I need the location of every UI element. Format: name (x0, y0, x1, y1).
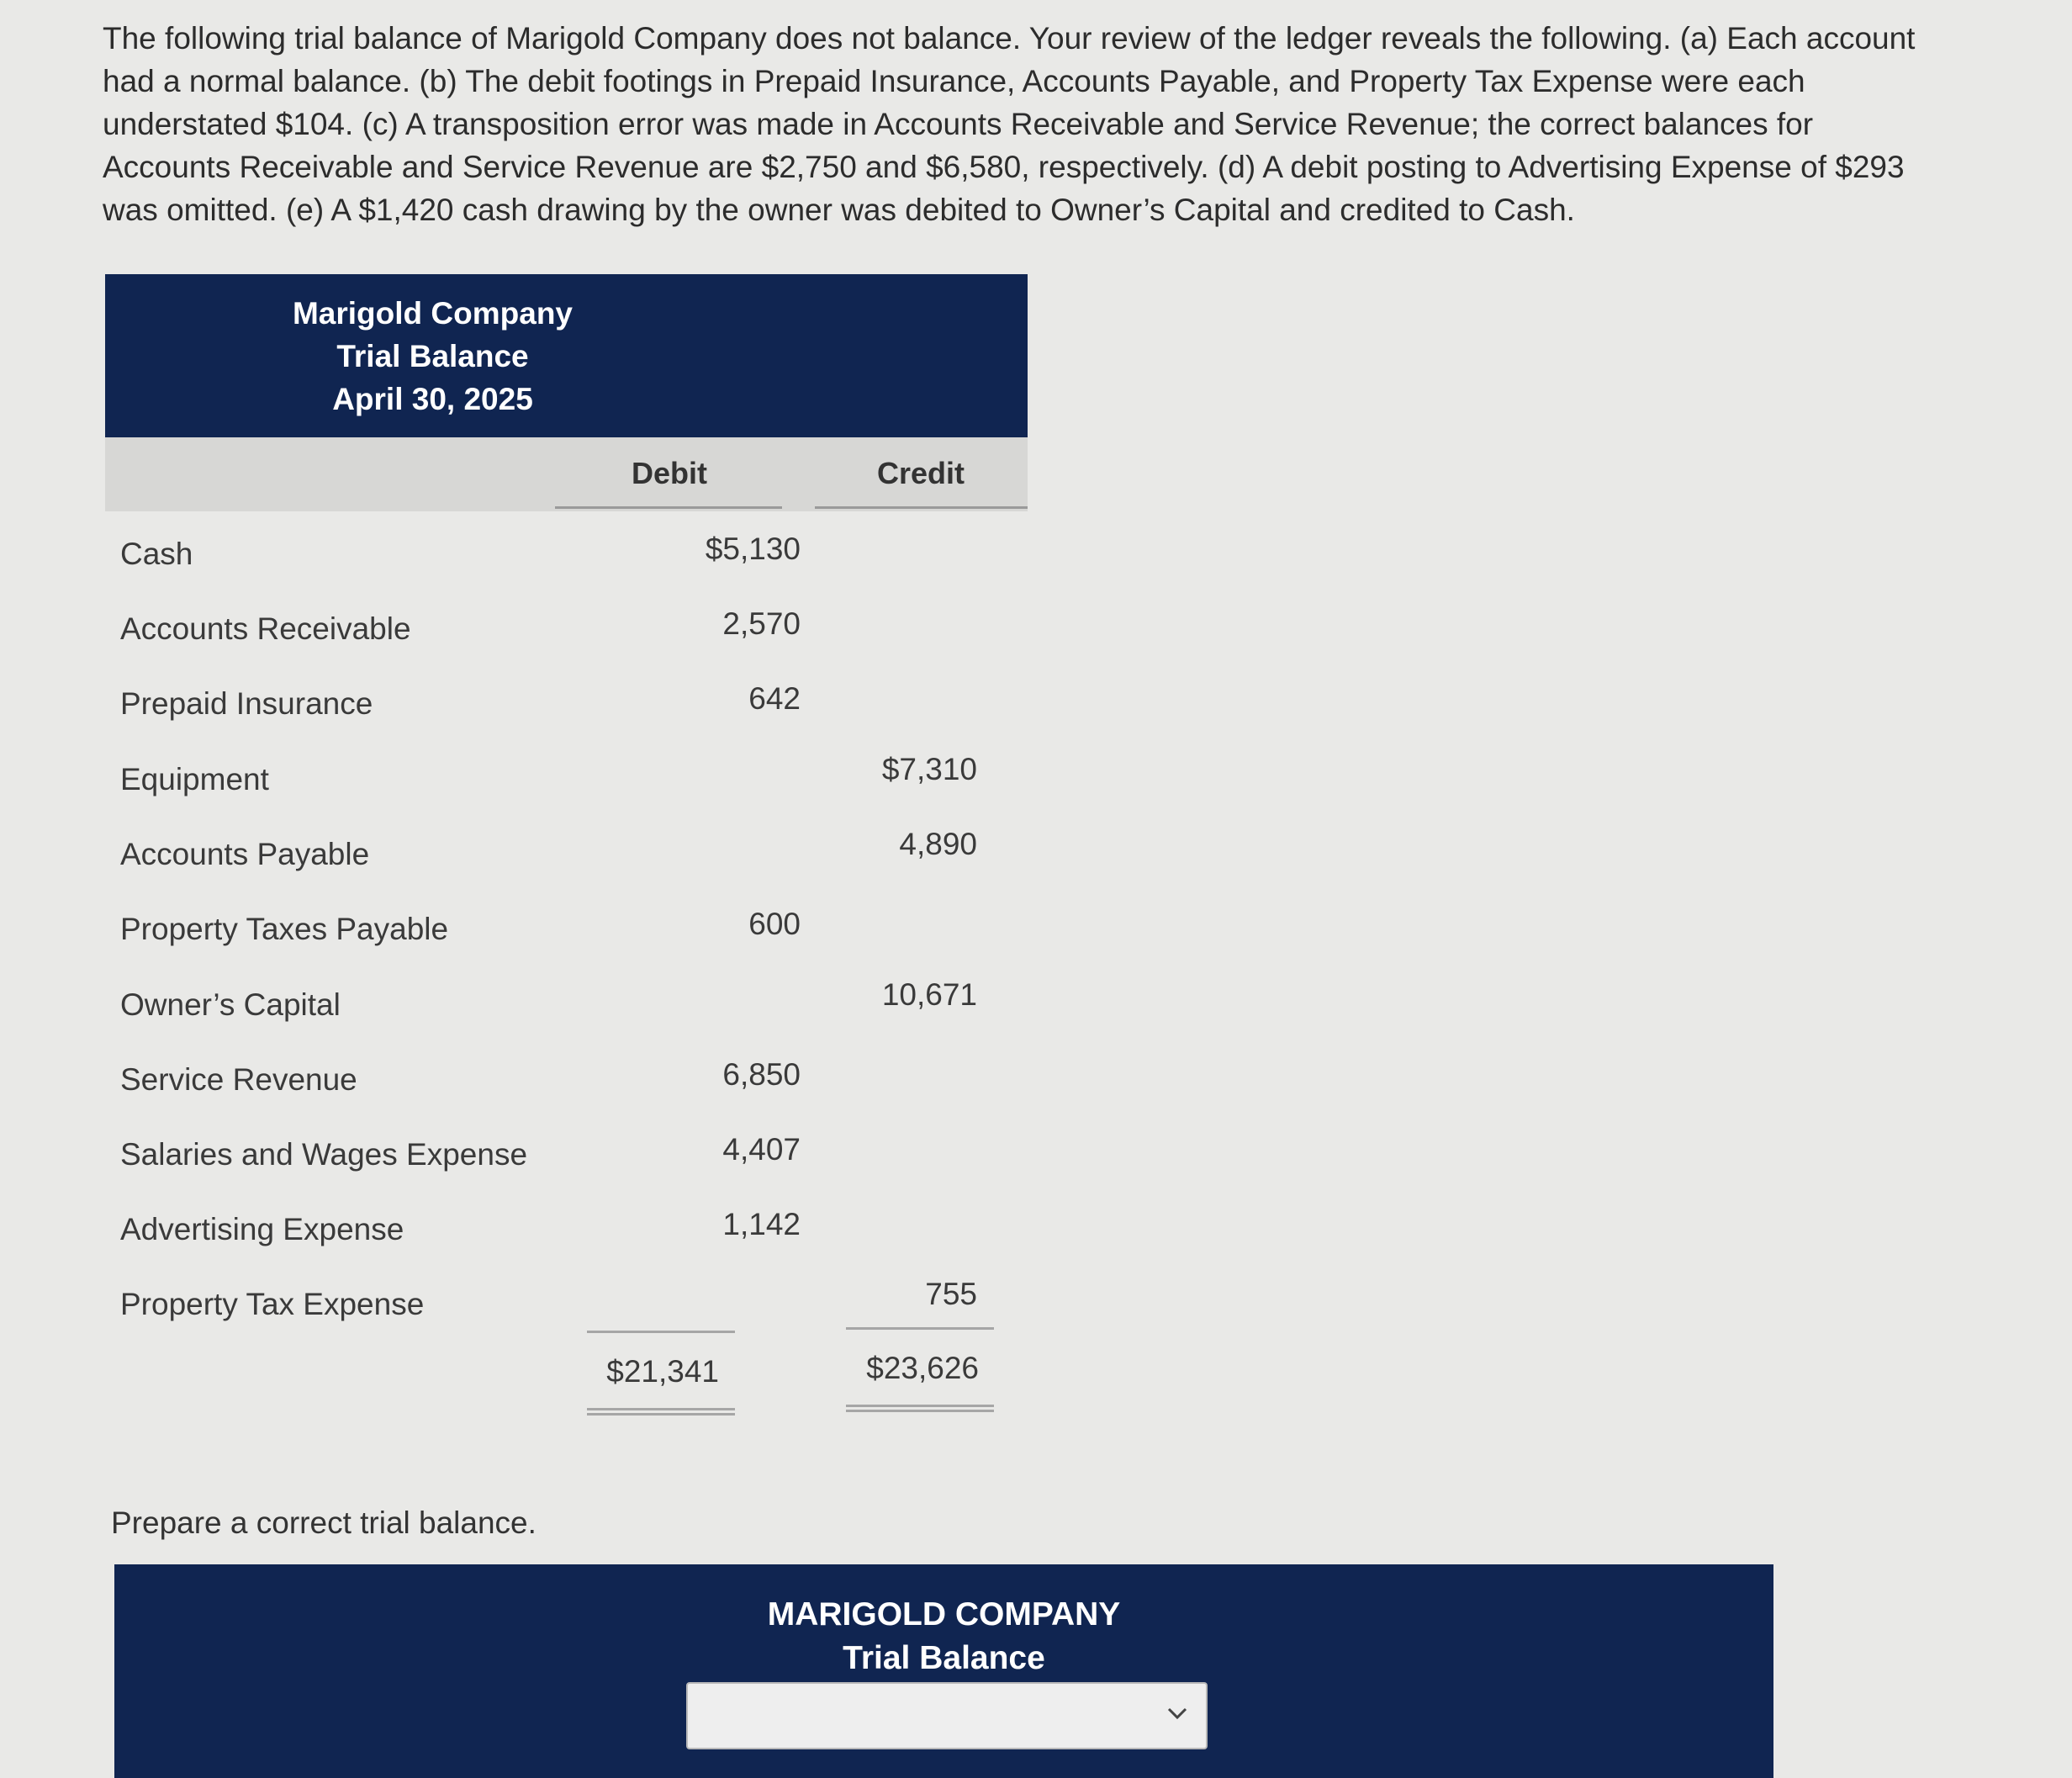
table-row (105, 979, 1028, 1029)
credit-total-double-rule-2 (846, 1410, 994, 1412)
table-row (105, 1204, 1028, 1254)
account-name: Cash (120, 537, 193, 571)
answer-trial-balance-title: Trial Balance (843, 1640, 1045, 1676)
trial-balance-header (105, 274, 1028, 437)
chevron-down-icon (1160, 1697, 1194, 1731)
account-name: Accounts Receivable (120, 611, 411, 646)
column-header-row (105, 437, 1028, 511)
debit-amount: 1,142 (722, 1207, 801, 1241)
table-row (105, 903, 1028, 954)
credit-header-underline (815, 506, 1028, 509)
trial-balance-date: April 30, 2025 (332, 381, 533, 416)
credit-total: $23,626 (866, 1351, 979, 1385)
account-name: Owner’s Capital (120, 987, 341, 1022)
table-row (105, 754, 1028, 804)
debit-amount: 642 (748, 681, 801, 716)
table-row (105, 678, 1028, 728)
credit-amount: $7,310 (881, 752, 977, 786)
table-row (105, 1278, 1028, 1329)
trial-balance-title: Trial Balance (336, 338, 529, 373)
answer-trial-balance-header (114, 1564, 1773, 1778)
debit-column-header: Debit (632, 456, 707, 490)
table-row (105, 603, 1028, 654)
account-name: Prepaid Insurance (120, 686, 373, 721)
problem-statement: The following trial balance of Marigold Company does not balance. Your review of the ledger reveals the following. (a) Each account had a normal balance. (b) The debit footings in Prepaid Insurance, Accounts Payable, and Property Tax Expense were each understated $104. (c) A transposition error was made in Accounts Receivable and Service Revenue; the correct balances for Accounts Receivable and Service Revenue are $2,750 and $6,580, respectively. (d) A debit posting to Advertising Expense of $293 was omitted. (e) A $1,420 cash drawing by the owner was debited to Owner’s Capital and credited to Cash. (103, 21, 1916, 227)
answer-company-name: MARIGOLD COMPANY (767, 1596, 1121, 1632)
account-name: Property Taxes Payable (120, 912, 449, 946)
debit-amount: 6,850 (722, 1057, 801, 1092)
account-name: Accounts Payable (120, 837, 370, 871)
credit-total-double-rule-1 (846, 1405, 994, 1407)
credit-amount: 4,890 (899, 827, 977, 861)
debit-amount: $5,130 (705, 532, 801, 566)
debit-total-double-rule-1 (587, 1408, 735, 1410)
table-row (105, 528, 1028, 579)
account-name: Advertising Expense (120, 1212, 404, 1246)
debit-total-double-rule-2 (587, 1413, 735, 1416)
date-dropdown[interactable] (686, 1682, 1208, 1749)
debit-amount: 2,570 (722, 606, 801, 641)
table-row (105, 828, 1028, 879)
credit-column-header: Credit (877, 456, 965, 490)
account-name: Equipment (120, 762, 269, 796)
debit-header-underline (555, 506, 782, 509)
instruction-text: Prepare a correct trial balance. (111, 1505, 536, 1540)
debit-total-top-rule (587, 1331, 735, 1333)
debit-amount: 4,407 (722, 1132, 801, 1167)
debit-total: $21,341 (606, 1354, 719, 1389)
account-name: Service Revenue (120, 1062, 357, 1097)
credit-amount: 755 (925, 1277, 977, 1311)
table-row (105, 1129, 1028, 1179)
credit-total-top-rule (846, 1327, 994, 1330)
debit-amount: 600 (748, 907, 801, 941)
account-name: Property Tax Expense (120, 1287, 425, 1321)
trial-balance-company: Marigold Company (292, 295, 574, 331)
table-row (105, 1054, 1028, 1104)
account-name: Salaries and Wages Expense (120, 1137, 528, 1172)
credit-amount: 10,671 (881, 977, 977, 1012)
